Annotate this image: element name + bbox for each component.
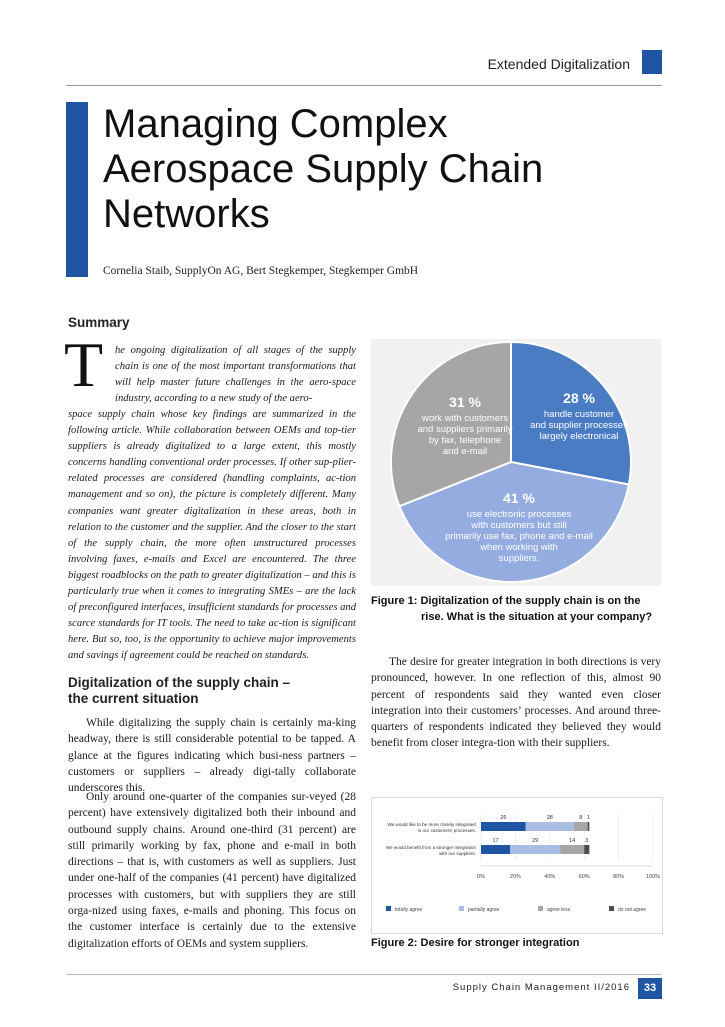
pie-slice-description: when working with bbox=[480, 542, 558, 553]
legend-label: partially agree bbox=[468, 907, 500, 913]
legend-swatch bbox=[538, 906, 543, 911]
figure-1-pie-chart bbox=[371, 339, 661, 586]
bar-segment bbox=[510, 845, 560, 854]
summary-text: space supply chain whose key findings are summarized in the following article. While collaboration between OEMs and top-tier suppliers is already digitalized to a large extent, this mostly concerns handling conventional order processes. If other sup-plier-related processes are considered (handling complaints, ac-tion management and so on), the picture is completely different. Many companies want greater digitalization in these areas, both in relation to the customer and the supplier. And the closer to the start of the supply chain, the more often unstructured processes involving faxes, e-mails and Excel are encountered. The three biggest roadblocks on the path to greater digitalization – and this is particularly true when it comes to integrating SMEs – are the lack of preconfigured interfaces, insufficient standards for processes and scarce standards for IT tools. The need to take ac-tion is significant here. But so, too, is the opportunity to achieve major improvements and savings if agreement could be reached on standards. bbox=[68, 409, 356, 662]
bar-segment bbox=[526, 822, 574, 831]
category-label: We would benefit from a stronger integration bbox=[385, 845, 476, 850]
paragraph-text: The desire for greater integration in both directions is very pronounced, however. In one reflection of this, almost 90 percent of respondents said they wanted even closer integration into their customers’ processes. And around three-quarters of respondents indicated they believed they would benefit from closer integra-tion with their suppliers. bbox=[371, 656, 661, 750]
title-line-1: Managing Complex bbox=[103, 102, 448, 146]
bar-value-label: 3 bbox=[585, 838, 589, 844]
pie-slice-description: with customers but still bbox=[471, 520, 567, 531]
legend-label: do not agree bbox=[618, 907, 647, 913]
bar-value-label: 1 bbox=[586, 815, 591, 821]
pie-slice-description: and supplier processes bbox=[530, 420, 628, 431]
bar-value-label: 14 bbox=[569, 838, 576, 844]
article-authors: Cornelia Staib, SupplyOn AG, Bert Stegkemper, Stegkemper GmbH bbox=[103, 265, 419, 277]
bar-value-label: 26 bbox=[500, 815, 507, 821]
pie-slice-description: and suppliers primarily bbox=[417, 424, 513, 435]
pie-slice-percent-label: 31 % bbox=[449, 394, 481, 410]
summary-heading: Summary bbox=[68, 315, 130, 330]
x-tick-label: 80% bbox=[613, 874, 625, 880]
x-tick-label: 20% bbox=[509, 874, 521, 880]
category-label: in our customers' processes. bbox=[417, 828, 476, 833]
category-label: with our suppliers. bbox=[438, 851, 476, 856]
bar-value-label: 17 bbox=[492, 838, 499, 844]
title-line-2: Aerospace Supply Chain bbox=[103, 147, 544, 191]
legend-label: agree less bbox=[547, 907, 571, 913]
figure-1-caption-line-1: Figure 1: Digitalization of the supply chain is on the bbox=[371, 595, 641, 607]
bar-segment bbox=[584, 845, 589, 854]
bar-segment bbox=[588, 822, 590, 831]
pie-slice-percent-label: 41 % bbox=[503, 490, 535, 506]
pie-slice-description: primarily use fax, phone and e-mail bbox=[445, 531, 593, 542]
legend-label: totally agree bbox=[395, 907, 423, 913]
x-tick-label: 0% bbox=[477, 874, 485, 880]
article-title bbox=[103, 102, 643, 237]
category-label: We would like to be more closely integrated bbox=[387, 822, 476, 827]
x-tick-label: 100% bbox=[645, 874, 661, 880]
journal-name: Supply Chain Management II/2016 bbox=[452, 982, 630, 993]
section-marker bbox=[642, 50, 662, 74]
x-tick-label: 60% bbox=[578, 874, 590, 880]
summary-text-first: he ongoing digitalization of all stages of the supply chain is one of the most important transformations that will help master future challenges in the aero-space industry, according to a new study of the aero- bbox=[115, 345, 356, 405]
drop-cap: T bbox=[64, 329, 104, 400]
bar-segment bbox=[481, 845, 510, 854]
legend-swatch bbox=[386, 906, 391, 911]
bar-value-label: 28 bbox=[546, 815, 553, 821]
legend-swatch bbox=[459, 906, 464, 911]
section-heading-line-1: Digitalization of the supply chain – bbox=[68, 675, 291, 690]
header-divider bbox=[66, 85, 662, 86]
pie-slice-description: by fax, telephone bbox=[428, 435, 502, 446]
footer-divider bbox=[66, 974, 662, 975]
paragraph-text: While digitalizing the supply chain is certainly ma-king headway, there is still considerable potential to be tapped. A glance at the figures indicating which busi-ness partners – customers or suppliers – already digi-tally collaborate underscores this. bbox=[68, 717, 356, 795]
legend-swatch bbox=[609, 906, 614, 911]
pie-slice-description: handle customer bbox=[543, 409, 615, 420]
pie-slice-percent-label: 28 % bbox=[563, 390, 595, 406]
figure-1-caption-line-2: rise. What is the situation at your company? bbox=[421, 610, 653, 623]
x-tick-label: 40% bbox=[544, 874, 556, 880]
title-line-3: Networks bbox=[103, 192, 270, 236]
figure-1-caption bbox=[371, 594, 661, 625]
body-paragraph-3 bbox=[371, 654, 661, 752]
section-heading bbox=[68, 675, 356, 707]
body-paragraph-1 bbox=[68, 715, 356, 796]
pie-chart-svg bbox=[371, 339, 661, 586]
bar-segment bbox=[560, 845, 584, 854]
figure-2-bar-chart bbox=[371, 797, 663, 934]
bar-segment bbox=[481, 822, 526, 831]
title-accent-bar bbox=[66, 102, 88, 277]
paragraph-text: Only around one-quarter of the companies sur-veyed (28 percent) have extensively digitalized both their inbound and outbound supply chains. Around one-third (31 percent) are still primarily working by fax, phone and e-mail in both directions – that is, with customers as well as suppliers. Just under one-half of the companies (41 percent) have digitalized processes with customers, but with suppliers they are still orga-nized using faxes, e-mails and phoning. This focus on the customer interface is certainly due to the extensive digitalization efforts of OEMs and system suppliers. bbox=[68, 791, 356, 950]
bar-value-label: 29 bbox=[532, 838, 539, 844]
pie-slice-description: suppliers. bbox=[498, 553, 540, 564]
bar-segment bbox=[574, 822, 588, 831]
pie-slice-description: work with customers bbox=[421, 413, 509, 424]
page-number: 33 bbox=[638, 978, 662, 999]
section-heading-line-2: the current situation bbox=[68, 691, 199, 706]
pie-slice-description: use electronic processes bbox=[466, 509, 572, 520]
pie-slice-description: and e-mail bbox=[442, 446, 488, 457]
figure-2-caption: Figure 2: Desire for stronger integration bbox=[371, 937, 580, 949]
section-label: Extended Digitalization bbox=[487, 56, 630, 72]
bar-chart-svg bbox=[372, 798, 662, 933]
pie-slice-description: largely electronical bbox=[539, 431, 619, 442]
bar-value-label: 8 bbox=[579, 815, 583, 821]
body-paragraph-2 bbox=[68, 789, 356, 952]
